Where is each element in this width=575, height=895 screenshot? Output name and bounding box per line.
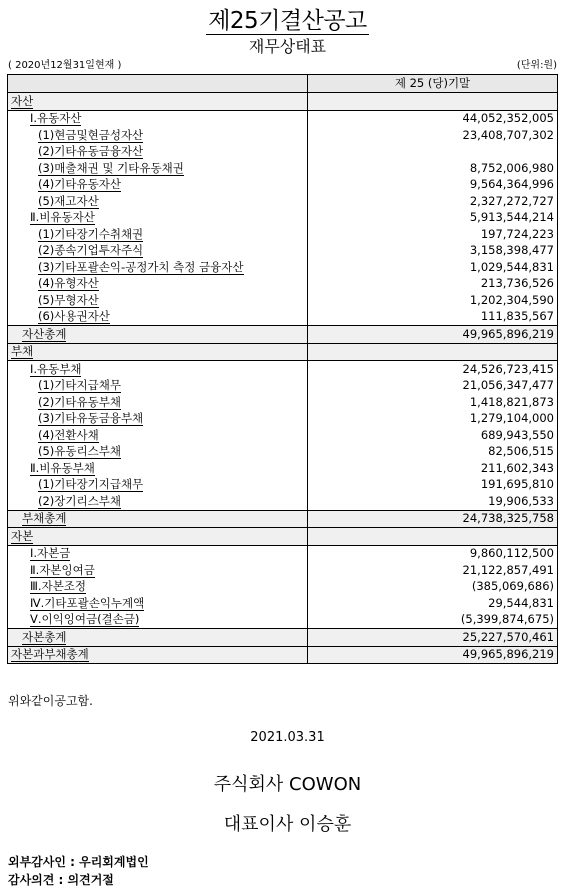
row-value	[308, 93, 558, 111]
table-row	[8, 427, 558, 444]
table-row	[8, 361, 558, 378]
row-label: (2)종속기업투자주식	[8, 243, 308, 260]
row-value: 5,913,544,214	[308, 210, 558, 227]
row-label: 자산총계	[8, 326, 308, 344]
table-row	[8, 493, 558, 510]
row-label: (1)현금및현금성자산	[8, 127, 308, 144]
table-row	[8, 276, 558, 293]
company-name: 주식회사 COWON	[213, 774, 362, 795]
row-value	[308, 144, 558, 161]
row-label: 자산	[8, 93, 308, 111]
table-row	[8, 510, 558, 528]
row-value: 9,860,112,500	[308, 545, 558, 562]
table-row	[8, 378, 558, 395]
table-row	[8, 93, 558, 111]
audit-opinion: 감사의견 : 의견거절	[8, 873, 114, 887]
table-body	[8, 93, 558, 664]
row-value: 49,965,896,219	[308, 326, 558, 344]
row-label: (4)전환사채	[8, 427, 308, 444]
table-row	[8, 477, 558, 494]
table-row	[8, 394, 558, 411]
row-label: (1)기타장기수취채권	[8, 226, 308, 243]
table-row	[8, 562, 558, 579]
row-label: (3)기타유동금융부채	[8, 411, 308, 428]
row-label: (6)사용권자산	[8, 309, 308, 326]
statement-subtitle: 재무상태표	[248, 37, 327, 56]
table-row	[8, 343, 558, 361]
table-row	[8, 127, 558, 144]
notice-title: 제25기결산공고	[208, 8, 367, 34]
row-label: 부채총계	[8, 510, 308, 528]
row-label: 자본총계	[8, 629, 308, 647]
external-auditor: 외부감사인 : 우리회계법인	[8, 855, 149, 869]
row-value: 689,943,550	[308, 427, 558, 444]
row-label: Ⅲ.자본조정	[8, 579, 308, 596]
row-label: Ⅱ.자본잉여금	[8, 562, 308, 579]
row-label: Ⅴ.이익잉여금(결손금)	[8, 612, 308, 629]
row-label: Ⅱ.비유동자산	[8, 210, 308, 227]
table-row	[8, 460, 558, 477]
row-label: (1)기타장기지급채무	[8, 477, 308, 494]
row-value: 111,835,567	[308, 309, 558, 326]
table-row	[8, 193, 558, 210]
row-value: 21,056,347,477	[308, 378, 558, 395]
balance-sheet-table	[7, 74, 558, 664]
row-value: 21,122,857,491	[308, 562, 558, 579]
row-value: 197,724,223	[308, 226, 558, 243]
row-value: 1,418,821,873	[308, 394, 558, 411]
row-value: 1,029,544,831	[308, 259, 558, 276]
notice-statement: 위와같이공고함.	[8, 694, 93, 708]
table-row	[8, 292, 558, 309]
table-row	[8, 612, 558, 629]
row-value: 2,327,272,727	[308, 193, 558, 210]
table-header-row	[8, 75, 558, 93]
row-value: 29,544,831	[308, 595, 558, 612]
table-row	[8, 646, 558, 664]
row-label: 자본과부채총계	[8, 646, 308, 664]
row-label: 자본	[8, 528, 308, 546]
row-value: 3,158,398,477	[308, 243, 558, 260]
table-row	[8, 326, 558, 344]
row-label: Ⅱ.비유동부채	[8, 460, 308, 477]
row-label: (2)장기리스부채	[8, 493, 308, 510]
row-value: 9,564,364,996	[308, 177, 558, 194]
row-label: 부채	[8, 343, 308, 361]
row-value: 213,736,526	[308, 276, 558, 293]
table-row	[8, 629, 558, 647]
table-row	[8, 177, 558, 194]
row-value: 49,965,896,219	[308, 646, 558, 664]
table-row	[8, 160, 558, 177]
row-value: 1,279,104,000	[308, 411, 558, 428]
row-value: 23,408,707,302	[308, 127, 558, 144]
row-value: 19,906,533	[308, 493, 558, 510]
table-row	[8, 444, 558, 461]
row-value: (385,069,686)	[308, 579, 558, 596]
table-row	[8, 579, 558, 596]
row-label: Ⅰ.유동자산	[8, 110, 308, 127]
row-label: (1)기타지급채무	[8, 378, 308, 395]
item-column-header	[8, 75, 308, 93]
table-row	[8, 545, 558, 562]
row-label: (4)기타유동자산	[8, 177, 308, 194]
row-label: Ⅳ.기타포괄손익누계액	[8, 595, 308, 612]
table-row	[8, 411, 558, 428]
table-row	[8, 595, 558, 612]
row-value: 82,506,515	[308, 444, 558, 461]
row-label: (5)재고자산	[8, 193, 308, 210]
row-label: (4)유형자산	[8, 276, 308, 293]
row-value: 25,227,570,461	[308, 629, 558, 647]
row-label: (3)매출채권 및 기타유동채권	[8, 160, 308, 177]
row-value: 211,602,343	[308, 460, 558, 477]
table-row	[8, 110, 558, 127]
table-row	[8, 243, 558, 260]
period-column-header: 제 25 (당)기말	[308, 75, 558, 93]
row-label: (3)기타포괄손익-공정가치 측정 금융자산	[8, 259, 308, 276]
unit-label: (단위:원)	[516, 60, 557, 71]
row-value: 24,738,325,758	[308, 510, 558, 528]
row-value: 1,202,304,590	[308, 292, 558, 309]
row-label: (2)기타유동금융자산	[8, 144, 308, 161]
row-label: (2)기타유동부채	[8, 394, 308, 411]
row-value: 8,752,006,980	[308, 160, 558, 177]
row-value: 44,052,352,005	[308, 110, 558, 127]
row-label: Ⅰ.유동부채	[8, 361, 308, 378]
table-row	[8, 226, 558, 243]
row-label: Ⅰ.자본금	[8, 545, 308, 562]
row-value	[308, 528, 558, 546]
table-row	[8, 309, 558, 326]
table-row	[8, 144, 558, 161]
row-value: (5,399,874,675)	[308, 612, 558, 629]
ceo-name: 대표이사 이승훈	[223, 814, 352, 835]
table-row	[8, 210, 558, 227]
row-value	[308, 343, 558, 361]
row-value: 191,695,810	[308, 477, 558, 494]
as-of-date: ( 2020년12월31일현재 )	[8, 60, 122, 71]
row-label: (5)유동리스부채	[8, 444, 308, 461]
row-value: 24,526,723,415	[308, 361, 558, 378]
row-label: (5)무형자산	[8, 292, 308, 309]
table-row	[8, 528, 558, 546]
table-row	[8, 259, 558, 276]
notice-date: 2021.03.31	[250, 730, 325, 745]
